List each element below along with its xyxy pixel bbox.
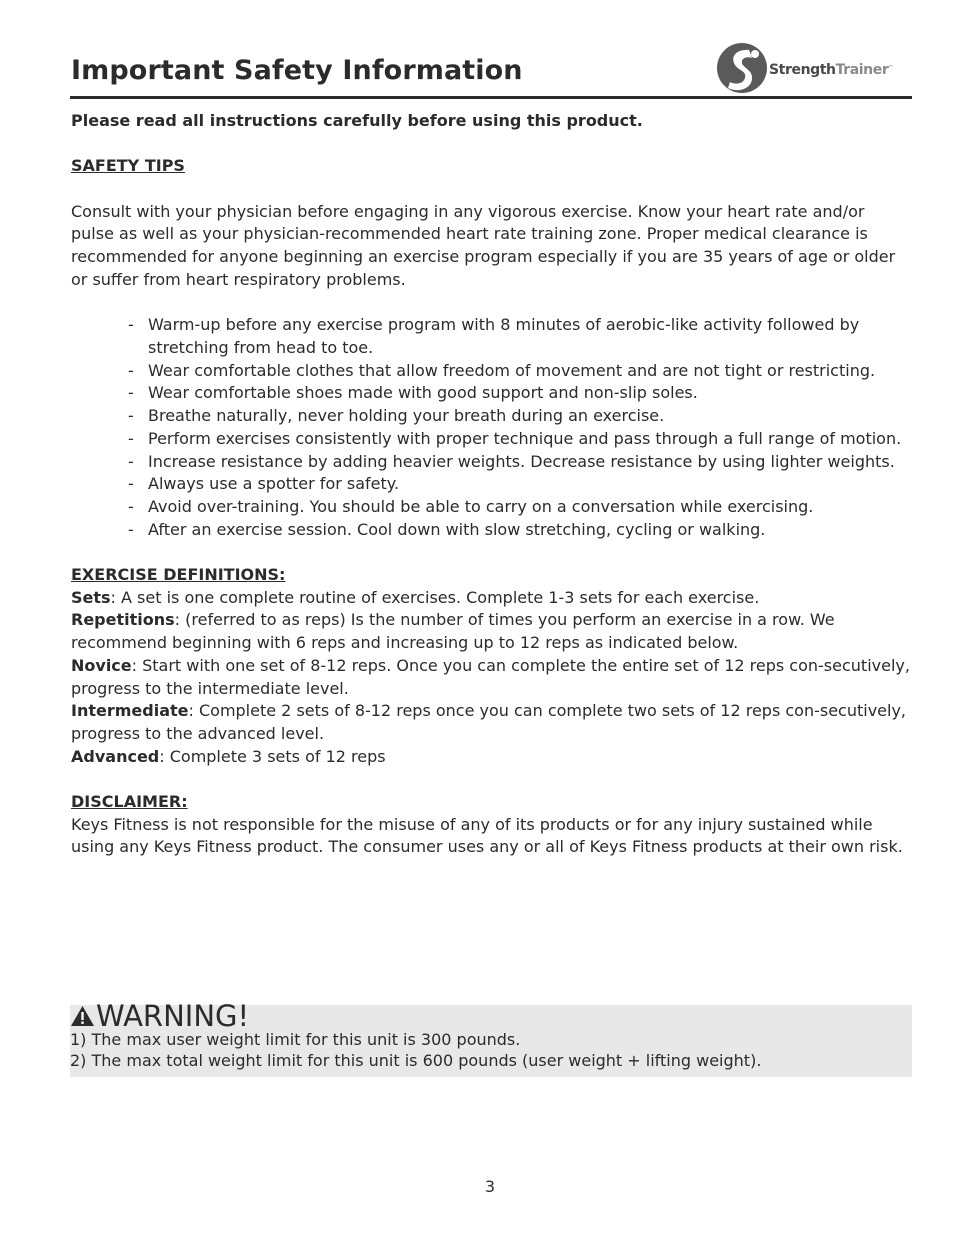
list-item: - Wear comfortable clothes that allow freedom of movement and are not tight or restricting. bbox=[128, 360, 911, 383]
warning-line-2: 2) The max total weight limit for this unit is 600 pounds (user weight + lifting weight). bbox=[70, 1051, 762, 1070]
trademark-mark: ™ bbox=[888, 64, 893, 71]
list-item: - Increase resistance by adding heavier weights. Decrease resistance by using lighter weights. bbox=[128, 451, 911, 474]
list-item: - Avoid over-training. You should be able to carry on a conversation while exercising. bbox=[128, 496, 911, 519]
list-item: - Wear comfortable shoes made with good support and non-slip soles. bbox=[128, 382, 911, 405]
warning-box bbox=[70, 999, 912, 1077]
strengthtrainer-logo-icon bbox=[716, 41, 768, 95]
safety-tips-list bbox=[71, 314, 911, 541]
disclaimer-heading: DISCLAIMER: bbox=[71, 792, 188, 812]
definition-novice bbox=[71, 655, 911, 700]
definition-term: Sets bbox=[71, 587, 111, 607]
page-number: 3 bbox=[484, 1177, 496, 1196]
definition-text: : Start with one set of 8-12 reps. Once you can complete the entire set of 12 reps con-secutively, progress to the intermediate level. bbox=[71, 655, 910, 698]
definition-term: Advanced bbox=[71, 746, 160, 766]
list-item: - Breathe naturally, never holding your breath during an exercise. bbox=[128, 405, 911, 428]
strengthtrainer-logo bbox=[716, 41, 912, 95]
list-item: - Always use a spotter for safety. bbox=[128, 473, 911, 496]
definition-intermediate bbox=[71, 700, 911, 745]
definition-advanced bbox=[71, 746, 911, 769]
exercise-definitions-heading: EXERCISE DEFINITIONS: bbox=[71, 565, 286, 584]
warning-line-1: 1) The max user weight limit for this unit is 300 pounds. bbox=[70, 1030, 521, 1049]
disclaimer-text: Keys Fitness is not responsible for the misuse of any of its products or for any injury sustained while using any Keys Fitness product. The consumer uses any or all of Keys Fitness products at their own risk. bbox=[71, 814, 903, 857]
list-item: - Warm-up before any exercise program with 8 minutes of aerobic-like activity followed by stretching from head to toe. bbox=[128, 314, 911, 359]
warning-triangle-icon bbox=[70, 1005, 95, 1027]
definition-term: Intermediate bbox=[71, 701, 189, 721]
definition-text: : Complete 3 sets of 12 reps bbox=[159, 746, 386, 766]
safety-tips-heading: SAFETY TIPS bbox=[71, 156, 185, 176]
logo-text-trainer: Trainer bbox=[835, 62, 889, 78]
page-title: Important Safety Information bbox=[71, 55, 523, 86]
definition-sets bbox=[71, 587, 911, 610]
page-content bbox=[71, 110, 911, 859]
definition-term: Repetitions bbox=[71, 610, 175, 630]
definition-repetitions bbox=[71, 609, 911, 654]
definition-text: : Complete 2 sets of 8-12 reps once you can complete two sets of 12 reps con-secutively, progress to the advanced level. bbox=[71, 701, 907, 743]
definition-text: : (referred to as reps) Is the number of times you perform an exercise in a row. We recommend beginning with 6 reps and increasing up to 12 reps as indicated below. bbox=[71, 610, 835, 653]
title-divider bbox=[70, 96, 912, 99]
logo-wordmark bbox=[769, 62, 893, 78]
list-item: - Perform exercises consistently with proper technique and pass through a full range of motion. bbox=[128, 428, 911, 451]
definition-text: : A set is one complete routine of exercises. Complete 1-3 sets for each exercise. bbox=[110, 587, 760, 607]
logo-text-strength: Strength bbox=[769, 62, 836, 78]
list-item: - After an exercise session. Cool down with slow stretching, cycling or walking. bbox=[128, 519, 911, 542]
definition-term: Novice bbox=[71, 655, 132, 675]
warning-title bbox=[70, 999, 249, 1033]
intro-text: Please read all instructions carefully before using this product. bbox=[71, 111, 643, 130]
safety-paragraph: Consult with your physician before engaging in any vigorous exercise. Know your heart rate and/or pulse as well as your physician-recommended heart rate training zone. Proper medical clearance is recommended for anyone beginning an exercise program especially if you are 35 years of age or older or suffer from heart respiratory problems. bbox=[71, 201, 896, 289]
warning-title-text: WARNING! bbox=[96, 999, 250, 1033]
